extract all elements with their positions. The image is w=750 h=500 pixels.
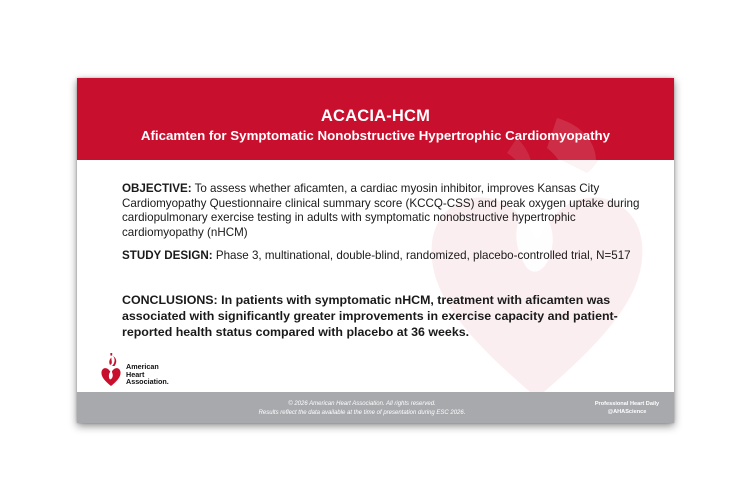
heart-watermark-icon: [407, 118, 667, 418]
objective-section: [122, 182, 642, 240]
footer-copyright: © 2026 American Heart Association. All rights reserved.: [288, 401, 436, 407]
conclusions-text: In patients with symptomatic nHCM, treatment with aficamten was associated with significantly greater improvements in exercise capacity and patient-reported health status compared with placebo at 36 weeks.: [122, 293, 618, 340]
study-design-text: Phase 3, multinational, double-blind, randomized, placebo-controlled trial, N=517: [215, 249, 631, 262]
page-title: ACACIA-HCM: [320, 107, 431, 125]
footer-bar: [77, 392, 674, 423]
objective-text: To assess whether aficamten, a cardiac myosin inhibitor, improves Kansas City Cardiomyopathy Questionnaire clinical summary score (KCCQ-CSS) and peak oxygen uptake during cardiopulmonary exercise testing in adults with symptomatic nonobstructive hypertrophic cardiomyopathy (nHCM): [122, 182, 640, 239]
conclusions-section: [122, 292, 642, 341]
aha-logo-text: [126, 363, 169, 386]
logo-line-1: American: [126, 362, 159, 371]
study-design-label: STUDY DESIGN:: [122, 249, 213, 262]
logo-line-2: Heart: [126, 369, 145, 379]
footer-brand: [592, 400, 662, 416]
footer-brand-name: Professional Heart Daily: [594, 401, 660, 407]
page-subtitle: Aficamten for Symptomatic Nonobstructive Hypertrophic Cardiomyopathy: [140, 128, 611, 143]
footer-notice: [227, 400, 497, 418]
conclusions-label: CONCLUSIONS:: [122, 293, 218, 307]
footer-handle: @AHAScience: [607, 409, 647, 415]
study-design-section: [122, 249, 642, 264]
summary-card: [77, 78, 674, 423]
logo-line-3: Association.: [126, 377, 169, 387]
aha-logo: [100, 349, 180, 387]
header-banner: [77, 78, 674, 160]
footer-note: Results reflect the data available at the time of presentation during ESC 2026.: [258, 410, 466, 416]
aha-heart-torch-icon: [100, 349, 122, 387]
objective-label: OBJECTIVE:: [122, 182, 192, 195]
